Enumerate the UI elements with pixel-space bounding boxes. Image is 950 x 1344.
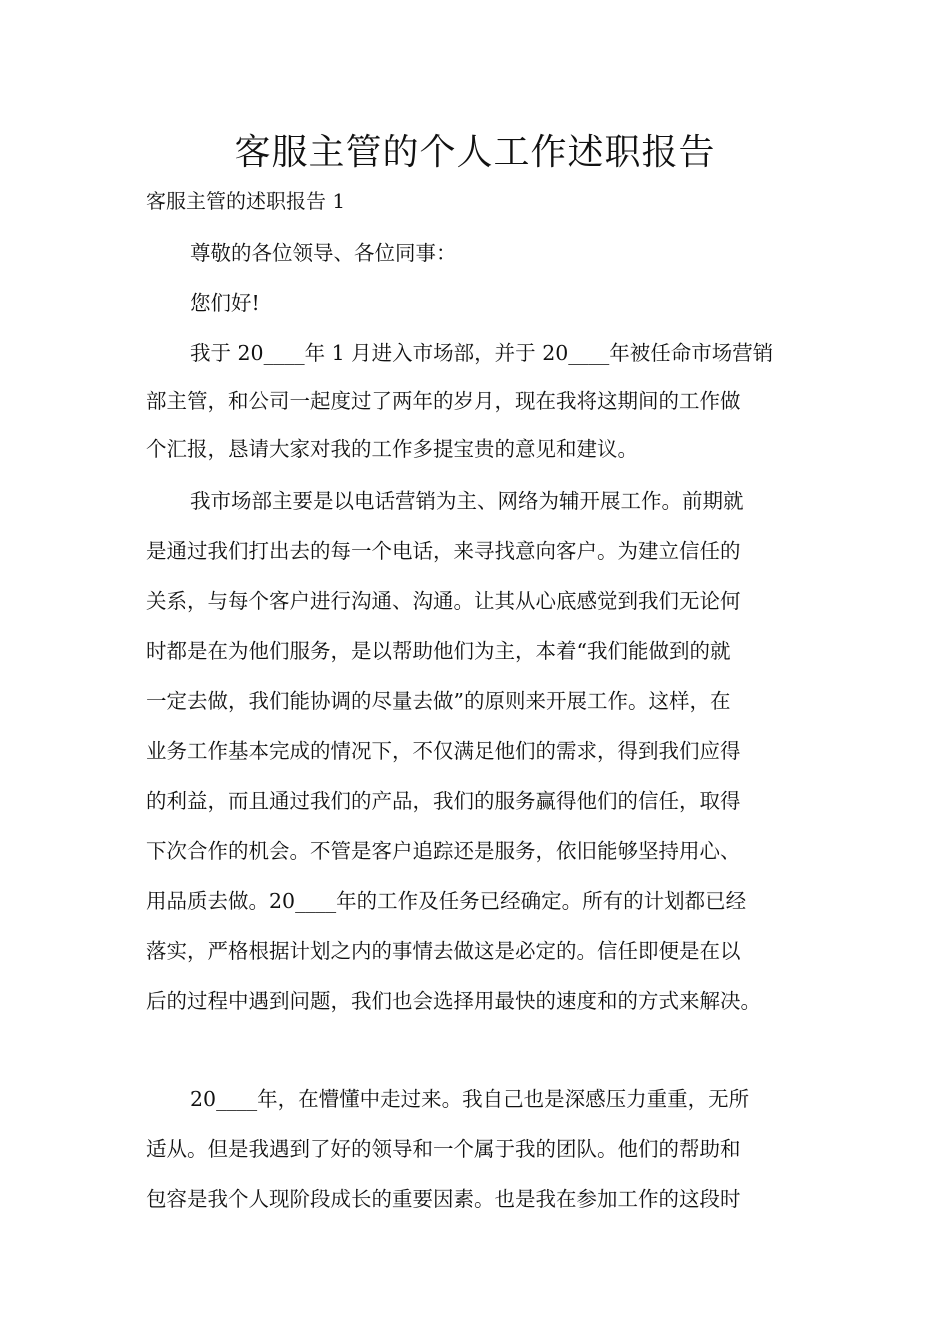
paragraph-line: 是通过我们打出去的每一个电话，来寻找意向客户。为建立信任的 (146, 539, 741, 563)
paragraph-line: 落实，严格根据计划之内的事情去做这是必定的。信任即便是在以 (146, 939, 741, 963)
paragraph-line: 时都是在为他们服务，是以帮助他们为主，本着“我们能做到的就 (146, 639, 731, 663)
paragraph-line: 关系，与每个客户进行沟通、沟通。让其从心底感觉到我们无论何 (146, 589, 741, 613)
salutation-line: 尊敬的各位领导、各位同事： (190, 241, 457, 265)
paragraph-line: 20____年，在懵懂中走过来。我自己也是深感压力重重，无所 (190, 1087, 750, 1111)
paragraph-line: 后的过程中遇到问题，我们也会选择用最快的速度和的方式来解决。 (146, 989, 761, 1013)
paragraph-line: 我于 20____年 1 月进入市场部，并于 20____年被任命市场营销 (190, 341, 774, 365)
paragraph-line: 业务工作基本完成的情况下，不仅满足他们的需求，得到我们应得 (146, 739, 741, 763)
document-subtitle: 客服主管的述职报告 1 (146, 189, 346, 213)
paragraph-line: 一定去做，我们能协调的尽量去做”的原则来开展工作。这样，在 (146, 689, 731, 713)
paragraph-line: 我市场部主要是以电话营销为主、网络为辅开展工作。前期就 (190, 489, 744, 513)
paragraph-line: 用品质去做。20____年的工作及任务已经确定。所有的计划都已经 (146, 889, 747, 913)
paragraph-line: 的利益，而且通过我们的产品，我们的服务赢得他们的信任，取得 (146, 789, 741, 813)
greeting-line: 您们好! (190, 291, 260, 315)
paragraph-line: 适从。但是我遇到了好的领导和一个属于我的团队。他们的帮助和 (146, 1137, 741, 1161)
paragraph-line: 包容是我个人现阶段成长的重要因素。也是我在参加工作的这段时 (146, 1187, 741, 1211)
document-title: 客服主管的个人工作述职报告 (234, 132, 716, 173)
paragraph-line: 下次合作的机会。不管是客户追踪还是服务，依旧能够坚持用心、 (146, 839, 741, 863)
paragraph-line: 部主管，和公司一起度过了两年的岁月，现在我将这期间的工作做 (146, 389, 741, 413)
paragraph-line: 个汇报，恳请大家对我的工作多提宝贵的意见和建议。 (146, 437, 638, 461)
